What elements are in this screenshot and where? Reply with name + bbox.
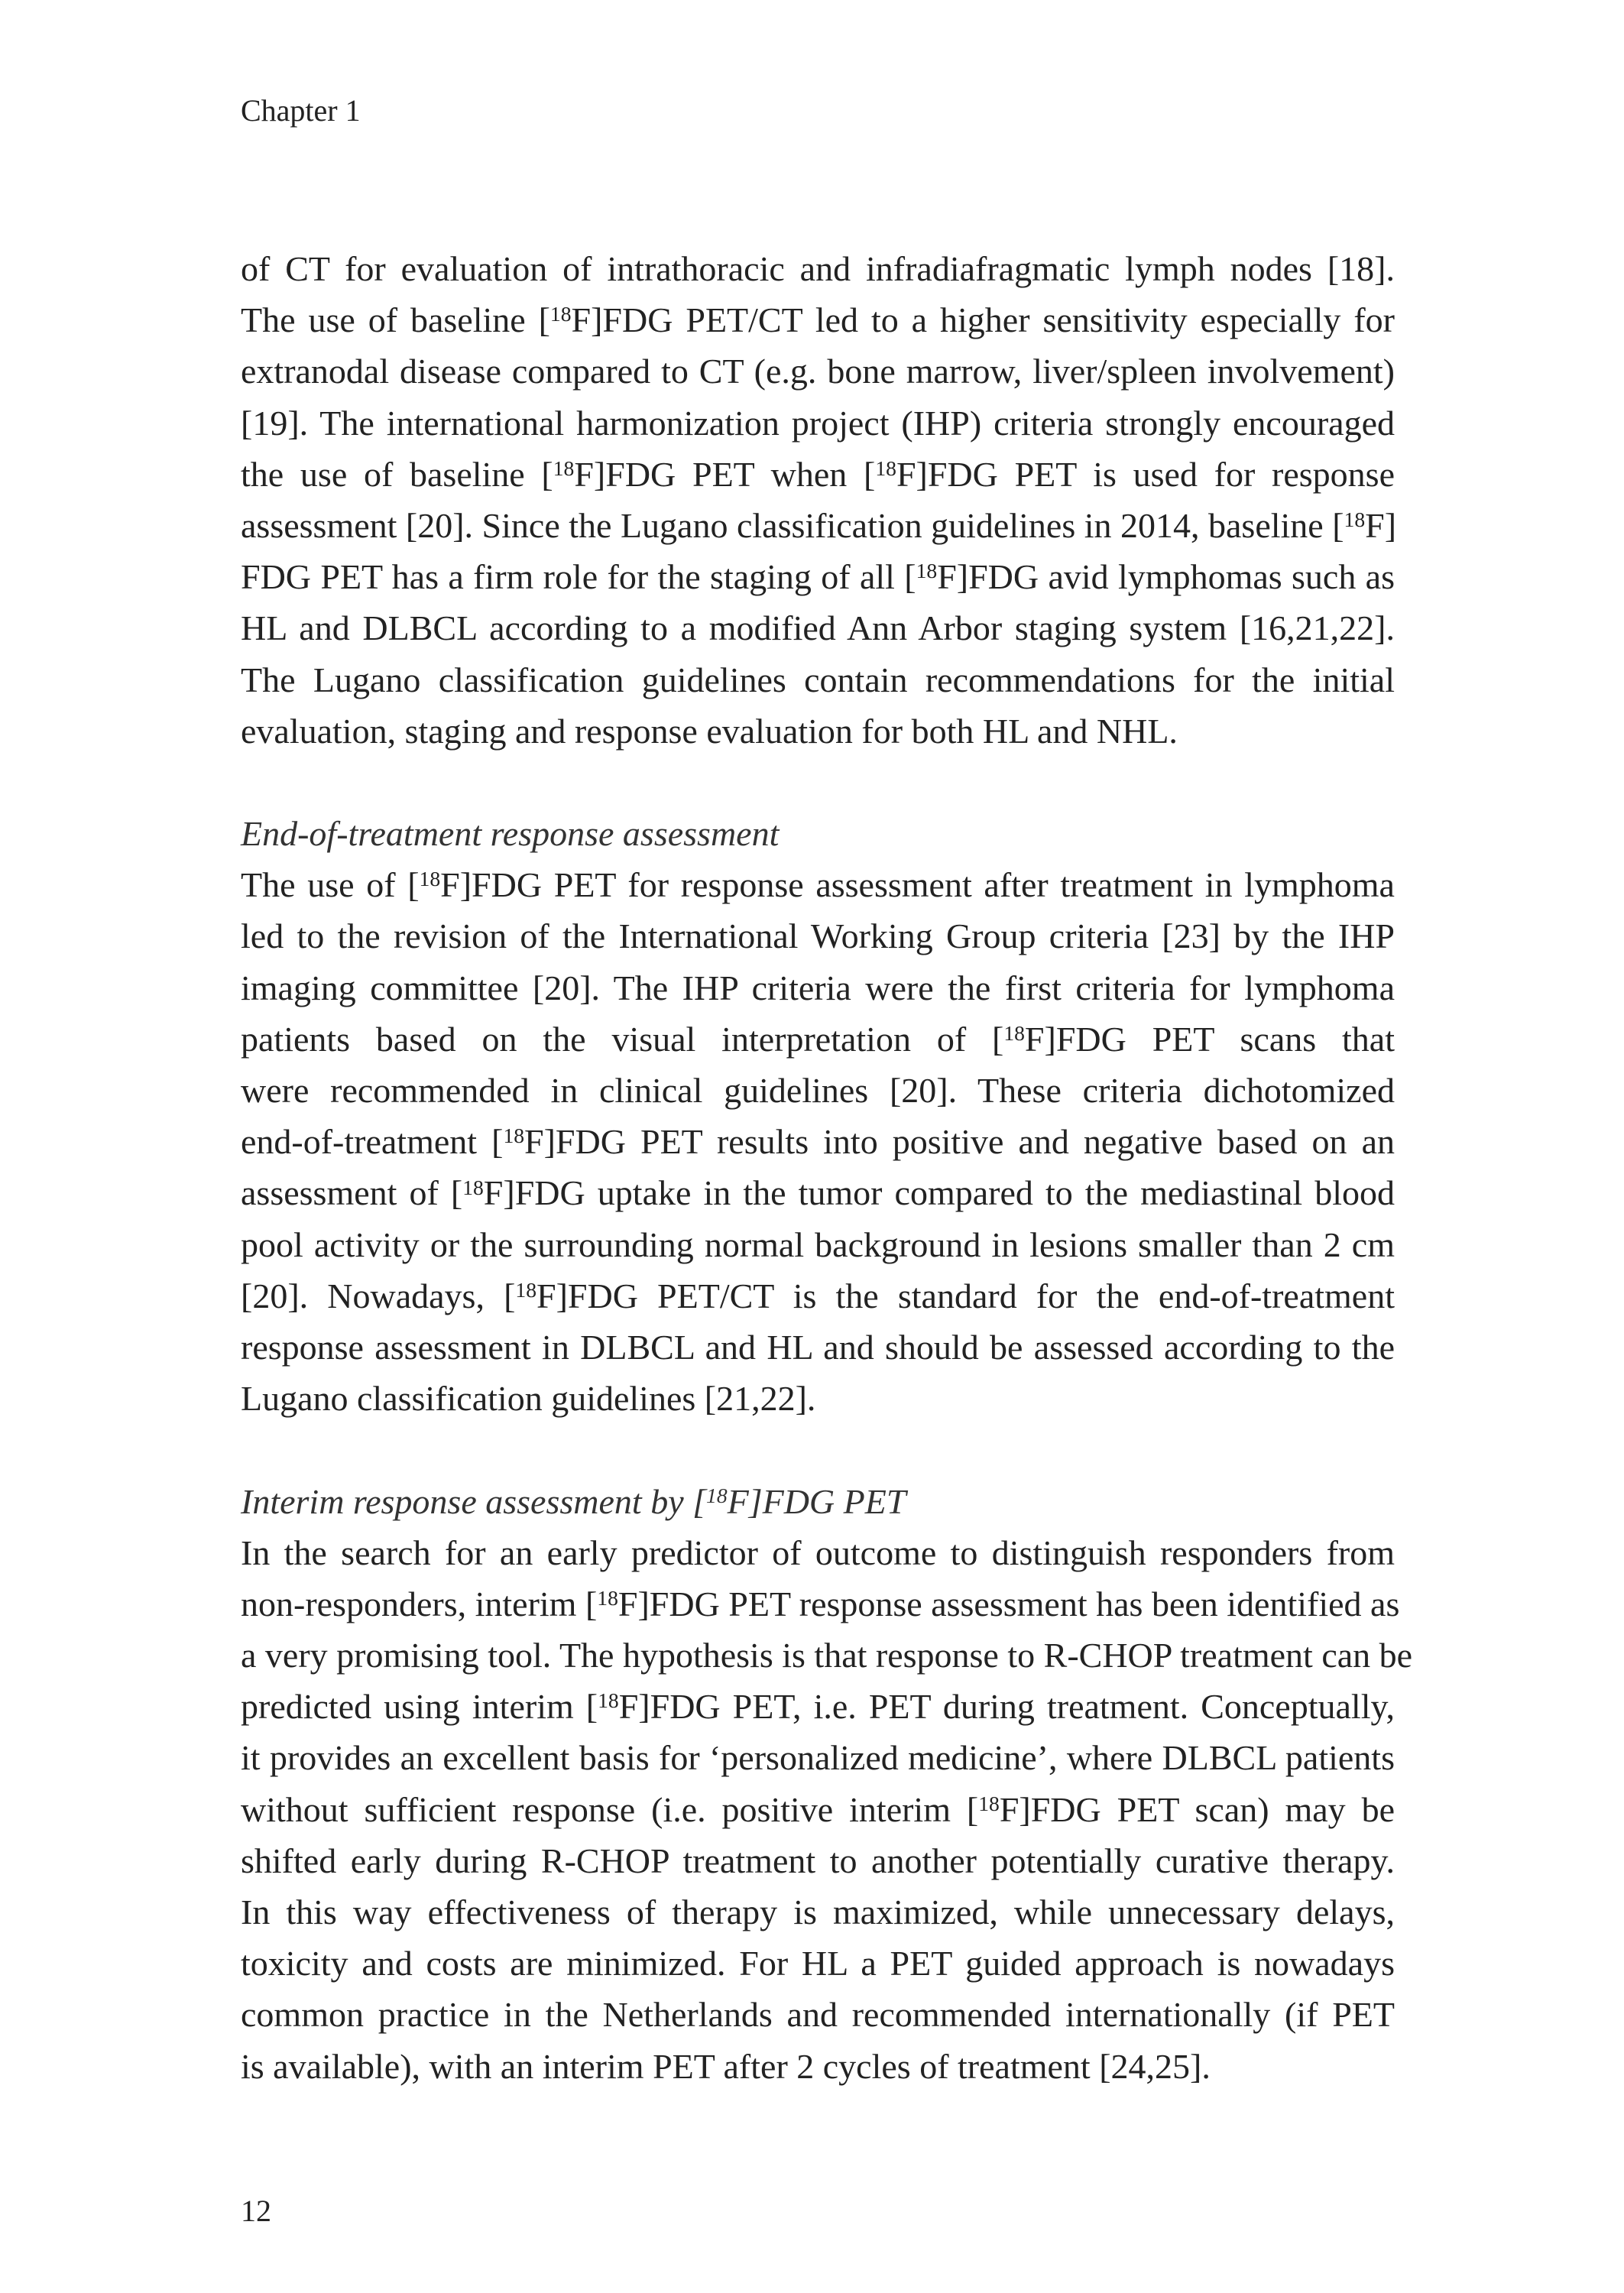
text-line: [241, 2041, 1395, 2092]
text-run: In this way effectiveness of therapy is maximized, while unnecessary delays,: [241, 1892, 1395, 1931]
paragraph-end-of-treatment: [241, 859, 1395, 1424]
superscript-isotope: 18: [916, 559, 938, 583]
paragraph-gap: [241, 1424, 1395, 1475]
text-line: [241, 1527, 1395, 1578]
text-line: [241, 910, 1395, 962]
text-line: [241, 1578, 1400, 1630]
text-line: [241, 500, 1395, 551]
text-run: non-responders, interim [: [241, 1584, 598, 1623]
text-line: [241, 243, 1395, 294]
text-run: response assessment in DLBCL and HL and should be assessed according to the: [241, 1327, 1395, 1367]
text-line: [241, 1989, 1395, 2040]
text-line: [241, 1014, 1395, 1065]
text-run: of CT for evaluation of intrathoracic and infradiafragmatic lymph nodes [18].: [241, 249, 1395, 288]
superscript-isotope: 18: [462, 1175, 484, 1199]
paragraph-gap: [241, 757, 1395, 808]
text-line: [241, 1373, 1395, 1424]
superscript-isotope: 18: [1003, 1021, 1025, 1046]
text-run: [19]. The international harmonization project (IHP) criteria strongly encouraged: [241, 403, 1395, 443]
text-line: [241, 1886, 1395, 1938]
text-run: were recommended in clinical guidelines [20]. These criteria dichotomized: [241, 1071, 1395, 1110]
text-run: imaging committee [20]. The IHP criteria were the first criteria for lymphoma: [241, 968, 1395, 1007]
superscript-isotope: 18: [515, 1277, 536, 1302]
text-run: F]FDG uptake in the tumor compared to the mediastinal blood: [483, 1173, 1395, 1213]
text-line: [241, 1835, 1395, 1886]
text-run: The use of [: [241, 865, 420, 905]
text-run: end-of-treatment [: [241, 1122, 504, 1162]
text-line: [241, 654, 1395, 705]
text-line: [241, 705, 1395, 757]
text-run: predicted using interim [: [241, 1687, 598, 1727]
text-run: F]FDG PET, i.e. PET during treatment. Conceptually,: [618, 1687, 1395, 1727]
text-run: the use of baseline [: [241, 454, 553, 494]
superscript-isotope: 18: [597, 1586, 618, 1610]
section-heading-interim-response: [241, 1476, 1395, 1527]
text-run: evaluation, staging and response evaluation for both HL and NHL.: [241, 711, 1178, 751]
text-line: [241, 1322, 1395, 1373]
text-run: pool activity or the surrounding normal background in lesions smaller than 2 cm: [241, 1224, 1395, 1264]
text-run: Lugano classification guidelines [21,22].: [241, 1379, 816, 1419]
text-run: assessment [20]. Since the Lugano classification guidelines in 2014, baseline [: [241, 505, 1344, 545]
text-run: HL and DLBCL according to a modified Ann Arbor staging system [16,21,22].: [241, 608, 1395, 648]
text-run: is available), with an interim PET after 2 cycles of treatment [24,25].: [241, 2046, 1211, 2086]
superscript-isotope: 18: [419, 867, 441, 891]
superscript-isotope: 18: [503, 1124, 525, 1148]
text-run: F]FDG PET/CT led to a higher sensitivity especially for: [571, 300, 1395, 340]
text-run: patients based on the visual interpretation of [: [241, 1019, 1004, 1059]
superscript-isotope: 18: [706, 1483, 728, 1507]
text-line: [241, 1630, 1413, 1681]
text-line: [241, 1219, 1395, 1270]
superscript-isotope: 18: [598, 1688, 619, 1713]
text-run: shifted early during R-CHOP treatment to another potentially curative therapy.: [241, 1841, 1395, 1880]
text-run: F]FDG PET/CT is the standard for the end-of-treatment: [536, 1276, 1395, 1315]
body-text: [241, 243, 1413, 2092]
text-line: [241, 345, 1395, 397]
text-run: F]: [1365, 505, 1397, 545]
text-run: a very promising tool. The hypothesis is that response to R-CHOP treatment can be: [241, 1636, 1413, 1675]
heading-text-run: Interim response assessment by [: [241, 1481, 707, 1521]
text-line: [241, 449, 1395, 500]
paragraph-interim-response: [241, 1527, 1413, 2092]
running-head: Chapter 1: [241, 93, 361, 128]
text-run: led to the revision of the International Working Group criteria [23] by the IHP: [241, 916, 1395, 956]
text-run: extranodal disease compared to CT (e.g. bone marrow, liver/spleen involvement): [241, 352, 1395, 391]
text-run: F]FDG PET response assessment has been identified as: [618, 1584, 1400, 1623]
text-line: [241, 294, 1395, 345]
superscript-isotope: 18: [553, 456, 575, 480]
text-line: [241, 1270, 1395, 1322]
text-line: [241, 551, 1395, 602]
text-line: [241, 397, 1395, 449]
text-line: [241, 962, 1395, 1014]
text-line: [241, 1732, 1395, 1783]
superscript-isotope: 18: [875, 456, 896, 480]
text-run: The use of baseline [: [241, 300, 550, 340]
text-run: In the search for an early predictor of outcome to distinguish responders from: [241, 1532, 1395, 1572]
text-run: [20]. Nowadays, [: [241, 1276, 516, 1315]
text-run: common practice in the Netherlands and recommended internationally (if PET: [241, 1995, 1395, 2035]
text-line: [241, 1065, 1395, 1116]
text-line: [241, 1681, 1395, 1732]
text-run: toxicity and costs are minimized. For HL a PET guided approach is nowadays: [241, 1944, 1395, 1983]
heading-text-run: F]FDG PET: [727, 1481, 906, 1521]
text-run: F]FDG PET is used for response: [896, 454, 1395, 494]
text-run: it provides an excellent basis for ‘personalized medicine’, where DLBCL patients: [241, 1738, 1395, 1778]
text-run: F]FDG PET results into positive and negative based on an: [524, 1122, 1395, 1162]
superscript-isotope: 18: [978, 1791, 1000, 1815]
paragraph-intro: [241, 243, 1395, 757]
text-run: F]FDG avid lymphomas such as: [937, 557, 1395, 597]
superscript-isotope: 18: [1344, 508, 1366, 532]
text-run: F]FDG PET for response assessment after treatment in lymphoma: [440, 865, 1395, 905]
text-run: F]FDG PET scan) may be: [999, 1789, 1395, 1829]
text-run: F]FDG PET when [: [574, 454, 876, 494]
section-heading-end-of-treatment: End-of-treatment response assessment: [241, 814, 780, 854]
text-line: [241, 602, 1395, 654]
superscript-isotope: 18: [549, 302, 572, 326]
text-run: assessment of [: [241, 1173, 463, 1213]
text-line: [241, 1784, 1395, 1835]
text-run: without sufficient response (i.e. positive interim [: [241, 1789, 979, 1829]
text-line: [241, 859, 1395, 910]
text-line: [241, 1167, 1395, 1218]
text-run: The Lugano classification guidelines contain recommendations for the initial: [241, 660, 1395, 699]
text-line: [241, 1116, 1395, 1167]
page-number: 12: [241, 2194, 271, 2228]
text-run: FDG PET has a firm role for the staging of all [: [241, 557, 916, 597]
text-line: [241, 1938, 1395, 1989]
text-run: F]FDG PET scans that: [1024, 1019, 1395, 1059]
